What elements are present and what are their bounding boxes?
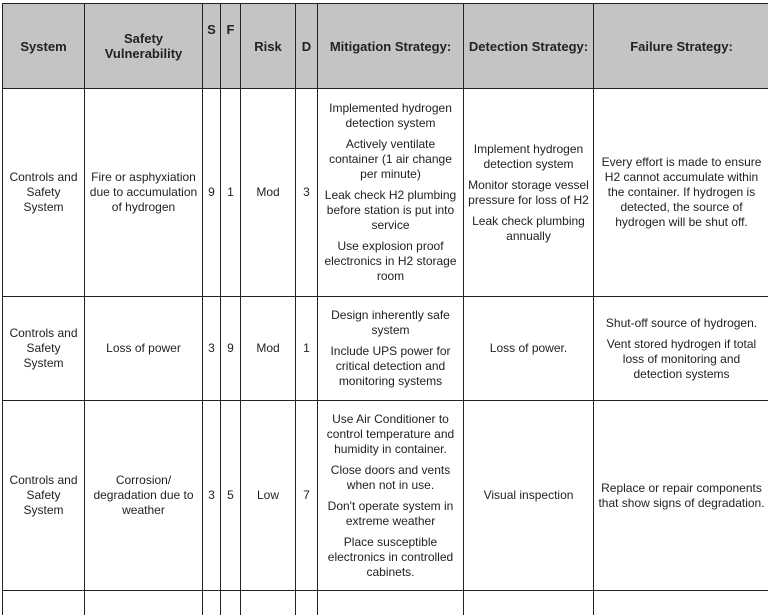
header-d: D [296,4,318,89]
failure-cell [594,297,768,401]
risk-cell: Mod [241,89,296,297]
safety-table [2,3,768,615]
mitigation-cell-item: Don't operate system in extreme weather [322,499,459,529]
empty-cell [241,591,296,615]
vulnerability-cell: Corrosion/ degradation due to weather [85,401,203,591]
mitigation-cell-item: Leak check H2 plumbing before station is put into service [322,188,459,233]
detectability-cell: 3 [296,89,318,297]
empty-cell [203,591,221,615]
header-f: F [221,4,241,89]
mitigation-cell-item: Design inherently safe system [322,308,459,338]
mitigation-cell-item: Include UPS power for critical detection and monitoring systems [322,344,459,389]
frequency-cell: 5 [221,401,241,591]
mitigation-cell-item: Use Air Conditioner to control temperature and humidity in container. [322,412,459,457]
header-vulnerability: Safety Vulnerability [85,4,203,89]
frequency-cell: 9 [221,297,241,401]
empty-cell [296,591,318,615]
frequency-cell: 1 [221,89,241,297]
detectability-cell: 1 [296,297,318,401]
empty-cell [594,591,768,615]
mitigation-cell [318,297,464,401]
system-cell: Controls and Safety System [3,89,85,297]
severity-cell: 3 [203,401,221,591]
risk-cell: Low [241,401,296,591]
detection-cell-item: Leak check plumbing annually [468,214,589,244]
failure-cell-item: Shut-off source of hydrogen. [598,316,765,331]
failure-cell-item: Every effort is made to ensure H2 cannot accumulate within the container. If hydrogen is detected, the source of hydrogen will be shut off. [598,155,765,230]
detection-cell-item: Implement hydrogen detection system [468,142,589,172]
severity-cell: 9 [203,89,221,297]
header-system: System [3,4,85,89]
failure-cell-item: Replace or repair components that show signs of degradation. [598,481,765,511]
detectability-cell: 7 [296,401,318,591]
empty-cell [318,591,464,615]
table-row [3,297,768,401]
mitigation-cell-item: Actively ventilate container (1 air change per minute) [322,137,459,182]
header-detection: Detection Strategy: [464,4,594,89]
mitigation-cell [318,401,464,591]
detection-cell-item: Visual inspection [468,488,589,503]
header-row [3,4,768,89]
mitigation-cell-item: Use explosion proof electronics in H2 storage room [322,239,459,284]
severity-cell: 3 [203,297,221,401]
mitigation-cell-item: Place susceptible electronics in controlled cabinets. [322,535,459,580]
detection-cell [464,401,594,591]
system-cell: Controls and Safety System [3,401,85,591]
empty-cell [85,591,203,615]
header-failure: Failure Strategy: [594,4,768,89]
failure-cell-item: Vent stored hydrogen if total loss of monitoring and detection systems [598,337,765,382]
detection-cell [464,89,594,297]
mitigation-cell [318,89,464,297]
header-mitigation: Mitigation Strategy: [318,4,464,89]
table-row-partial [3,591,768,615]
risk-cell: Mod [241,297,296,401]
header-s: S [203,4,221,89]
detection-cell [464,297,594,401]
mitigation-cell-item: Close doors and vents when not in use. [322,463,459,493]
system-cell: Controls and Safety System [3,297,85,401]
failure-cell [594,89,768,297]
header-risk: Risk [241,4,296,89]
table-row [3,89,768,297]
empty-cell [464,591,594,615]
empty-cell [3,591,85,615]
failure-cell [594,401,768,591]
vulnerability-cell: Fire or asphyxiation due to accumulation of hydrogen [85,89,203,297]
detection-cell-item: Monitor storage vessel pressure for loss of H2 [468,178,589,208]
table-row [3,401,768,591]
mitigation-cell-item: Implemented hydrogen detection system [322,101,459,131]
detection-cell-item: Loss of power. [468,341,589,356]
vulnerability-cell: Loss of power [85,297,203,401]
empty-cell [221,591,241,615]
